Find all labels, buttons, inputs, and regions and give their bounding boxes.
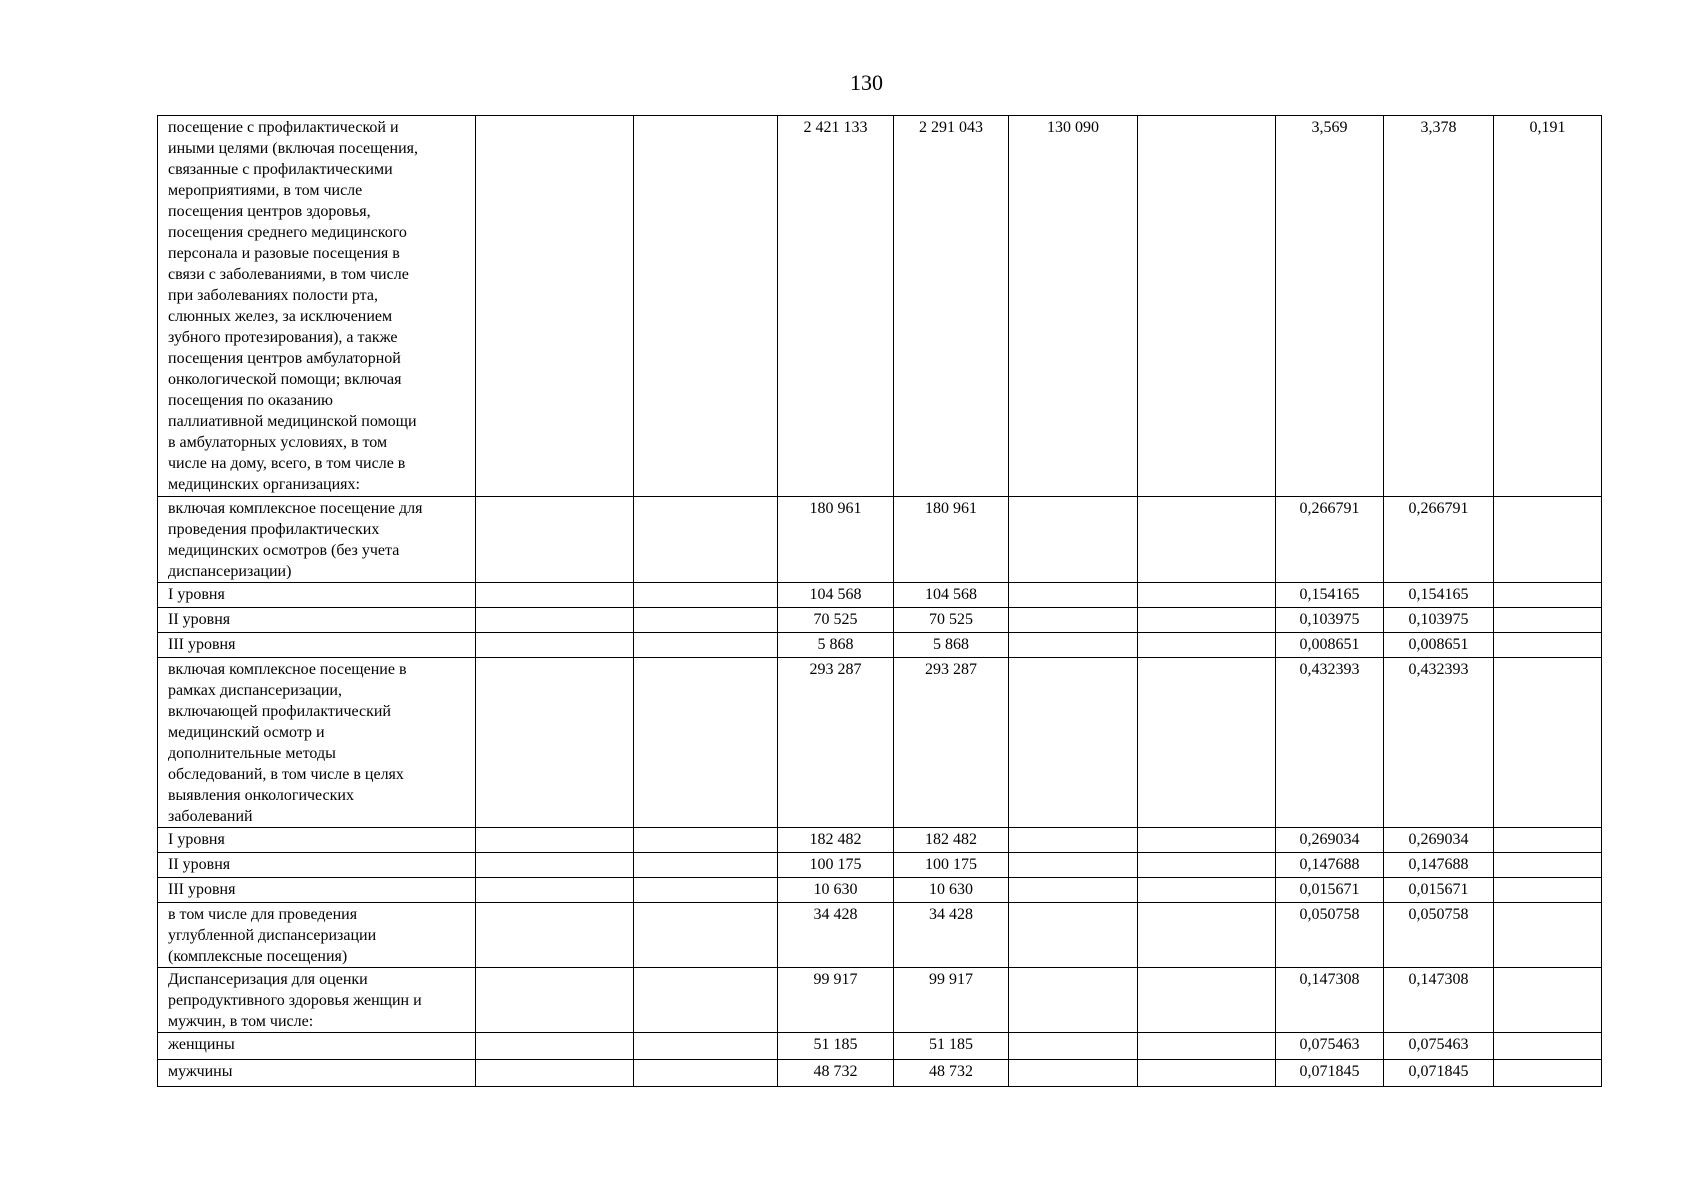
- table-cell-col-7: 0,432393: [1276, 658, 1384, 828]
- table-cell-col-8: 0,147308: [1384, 968, 1494, 1033]
- table-cell-col-1: [476, 968, 634, 1033]
- table-cell-col-4: 48 732: [894, 1060, 1009, 1087]
- table-cell-col-7: 0,147688: [1276, 853, 1384, 878]
- table-cell-col-6: [1138, 1060, 1276, 1087]
- table-cell-col-8: 0,075463: [1384, 1033, 1494, 1060]
- table-cell-col-1: [476, 1060, 634, 1087]
- table-cell-col-1: [476, 116, 634, 497]
- table-cell-row-label: мужчины: [158, 1060, 476, 1087]
- table-cell-col-6: [1138, 853, 1276, 878]
- table-cell-col-7: 0,008651: [1276, 633, 1384, 658]
- table-cell-col-4: 182 482: [894, 828, 1009, 853]
- table-cell-col-8: 0,071845: [1384, 1060, 1494, 1087]
- table-cell-col-4: 180 961: [894, 497, 1009, 583]
- table-cell-col-7: 0,071845: [1276, 1060, 1384, 1087]
- table-row: [158, 878, 1602, 903]
- table-cell-col-7: 0,147308: [1276, 968, 1384, 1033]
- table-cell-col-2: [634, 608, 778, 633]
- table-cell-col-9: [1494, 583, 1602, 608]
- table-cell-col-3: 5 868: [778, 633, 894, 658]
- table-cell-col-6: [1138, 658, 1276, 828]
- table-cell-col-6: [1138, 828, 1276, 853]
- table-cell-col-5: [1009, 828, 1138, 853]
- table-cell-col-8: 0,103975: [1384, 608, 1494, 633]
- table-cell-col-8: 0,154165: [1384, 583, 1494, 608]
- table-cell-col-3: 182 482: [778, 828, 894, 853]
- table-cell-col-1: [476, 1033, 634, 1060]
- table-cell-col-3: 180 961: [778, 497, 894, 583]
- table-cell-col-6: [1138, 1033, 1276, 1060]
- table-cell-col-1: [476, 903, 634, 968]
- table-cell-col-9: [1494, 828, 1602, 853]
- table-cell-col-7: 0,075463: [1276, 1033, 1384, 1060]
- table-cell-col-9: [1494, 878, 1602, 903]
- table-cell-col-9: [1494, 903, 1602, 968]
- table-row: [158, 1060, 1602, 1087]
- table-cell-col-3: 51 185: [778, 1033, 894, 1060]
- table-cell-col-4: 2 291 043: [894, 116, 1009, 497]
- table-cell-col-6: [1138, 903, 1276, 968]
- table-cell-col-8: 0,147688: [1384, 853, 1494, 878]
- table-row: [158, 608, 1602, 633]
- table-cell-col-3: 104 568: [778, 583, 894, 608]
- table-cell-col-5: [1009, 633, 1138, 658]
- table-cell-col-9: [1494, 853, 1602, 878]
- table-cell-col-6: [1138, 608, 1276, 633]
- table-cell-col-2: [634, 497, 778, 583]
- table-cell-col-1: [476, 853, 634, 878]
- table-cell-col-3: 99 917: [778, 968, 894, 1033]
- table-cell-row-label: посещение с профилактической и иными целями (включая посещения, связанные с профилактическими мероприятиями, в том числе посещения центров здоровья, посещения среднего медицинского персонала и разовые посещения в связи с заболеваниями, в том числе при заболеваниях полости рта, слюнных желез, за исключением зубного протезирования), а также посещения центров амбулаторной онкологической помощи; включая посещения по оказанию паллиативной медицинской помощи в амбулаторных условиях, в том числе на дому, всего, в том числе в медицинских организациях:: [158, 116, 476, 497]
- table-cell-col-2: [634, 828, 778, 853]
- table-row: [158, 903, 1602, 968]
- table-cell-col-9: [1494, 658, 1602, 828]
- table-cell-col-1: [476, 658, 634, 828]
- table-cell-col-4: 70 525: [894, 608, 1009, 633]
- table-cell-row-label: Диспансеризация для оценки репродуктивного здоровья женщин и мужчин, в том числе:: [158, 968, 476, 1033]
- table-cell-col-9: [1494, 497, 1602, 583]
- table-cell-col-8: 0,050758: [1384, 903, 1494, 968]
- table-cell-col-2: [634, 116, 778, 497]
- data-table: [157, 115, 1602, 1087]
- table-cell-col-7: 0,050758: [1276, 903, 1384, 968]
- table-cell-col-3: 100 175: [778, 853, 894, 878]
- table-cell-col-1: [476, 583, 634, 608]
- table-cell-col-4: 293 287: [894, 658, 1009, 828]
- table-cell-col-5: [1009, 583, 1138, 608]
- table-cell-col-7: 0,015671: [1276, 878, 1384, 903]
- table-cell-col-6: [1138, 878, 1276, 903]
- table-row: [158, 497, 1602, 583]
- table-cell-col-3: 2 421 133: [778, 116, 894, 497]
- table-cell-col-5: [1009, 1033, 1138, 1060]
- table-cell-col-5: [1009, 658, 1138, 828]
- table-cell-col-5: 130 090: [1009, 116, 1138, 497]
- table-cell-col-4: 99 917: [894, 968, 1009, 1033]
- table-cell-col-9: [1494, 968, 1602, 1033]
- table-row: [158, 968, 1602, 1033]
- table-cell-row-label: II уровня: [158, 853, 476, 878]
- table-cell-col-4: 104 568: [894, 583, 1009, 608]
- table-cell-col-5: [1009, 1060, 1138, 1087]
- table-body: [158, 116, 1602, 1087]
- table-cell-col-7: 3,569: [1276, 116, 1384, 497]
- table-cell-col-3: 10 630: [778, 878, 894, 903]
- table-cell-col-9: 0,191: [1494, 116, 1602, 497]
- table-cell-col-3: 293 287: [778, 658, 894, 828]
- table-cell-col-2: [634, 903, 778, 968]
- table-cell-col-9: [1494, 633, 1602, 658]
- table-cell-col-5: [1009, 853, 1138, 878]
- table-cell-col-8: 0,432393: [1384, 658, 1494, 828]
- table-cell-col-5: [1009, 903, 1138, 968]
- table-cell-col-9: [1494, 1033, 1602, 1060]
- table-cell-col-2: [634, 1033, 778, 1060]
- table-row: [158, 583, 1602, 608]
- table-cell-col-4: 34 428: [894, 903, 1009, 968]
- table-cell-col-2: [634, 1060, 778, 1087]
- table-cell-col-3: 70 525: [778, 608, 894, 633]
- table-cell-col-2: [634, 878, 778, 903]
- table-cell-col-8: 0,269034: [1384, 828, 1494, 853]
- table-row: [158, 828, 1602, 853]
- table-cell-col-5: [1009, 608, 1138, 633]
- table-cell-col-7: 0,103975: [1276, 608, 1384, 633]
- table-cell-col-5: [1009, 497, 1138, 583]
- table-cell-col-8: 0,015671: [1384, 878, 1494, 903]
- table-cell-col-4: 5 868: [894, 633, 1009, 658]
- table-row: [158, 853, 1602, 878]
- table-cell-col-5: [1009, 878, 1138, 903]
- table-cell-row-label: включая комплексное посещение для проведения профилактических медицинских осмотров (без учета диспансеризации): [158, 497, 476, 583]
- table-cell-col-7: 0,269034: [1276, 828, 1384, 853]
- table-cell-col-1: [476, 497, 634, 583]
- table-cell-col-5: [1009, 968, 1138, 1033]
- table-cell-col-9: [1494, 608, 1602, 633]
- table-cell-col-4: 51 185: [894, 1033, 1009, 1060]
- table-cell-row-label: III уровня: [158, 878, 476, 903]
- table-cell-col-1: [476, 633, 634, 658]
- table-cell-row-label: I уровня: [158, 583, 476, 608]
- table-cell-col-4: 10 630: [894, 878, 1009, 903]
- table-cell-row-label: I уровня: [158, 828, 476, 853]
- table-cell-col-2: [634, 633, 778, 658]
- table-cell-col-2: [634, 583, 778, 608]
- table-cell-col-8: 0,266791: [1384, 497, 1494, 583]
- table-cell-col-1: [476, 878, 634, 903]
- table-cell-col-2: [634, 658, 778, 828]
- table-cell-col-3: 34 428: [778, 903, 894, 968]
- table-cell-row-label: III уровня: [158, 633, 476, 658]
- table-cell-row-label: II уровня: [158, 608, 476, 633]
- table-cell-col-6: [1138, 633, 1276, 658]
- table-cell-row-label: включая комплексное посещение в рамках диспансеризации, включающей профилактический медицинский осмотр и дополнительные методы обследований, в том числе в целях выявления онкологических заболеваний: [158, 658, 476, 828]
- table-cell-col-1: [476, 828, 634, 853]
- table-cell-col-2: [634, 853, 778, 878]
- table-cell-col-7: 0,266791: [1276, 497, 1384, 583]
- table-cell-col-3: 48 732: [778, 1060, 894, 1087]
- table-cell-col-6: [1138, 583, 1276, 608]
- table-cell-col-6: [1138, 968, 1276, 1033]
- table-row: [158, 116, 1602, 497]
- table-cell-col-1: [476, 608, 634, 633]
- table-cell-col-6: [1138, 116, 1276, 497]
- table-cell-row-label: женщины: [158, 1033, 476, 1060]
- table-cell-col-2: [634, 968, 778, 1033]
- table-row: [158, 1033, 1602, 1060]
- table-cell-row-label: в том числе для проведения углубленной диспансеризации (комплексные посещения): [158, 903, 476, 968]
- table-cell-col-8: 3,378: [1384, 116, 1494, 497]
- table-cell-col-6: [1138, 497, 1276, 583]
- table-row: [158, 658, 1602, 828]
- page-number: 130: [850, 70, 883, 95]
- table-cell-col-9: [1494, 1060, 1602, 1087]
- table-cell-col-7: 0,154165: [1276, 583, 1384, 608]
- table-cell-col-8: 0,008651: [1384, 633, 1494, 658]
- table-row: [158, 633, 1602, 658]
- table-cell-col-4: 100 175: [894, 853, 1009, 878]
